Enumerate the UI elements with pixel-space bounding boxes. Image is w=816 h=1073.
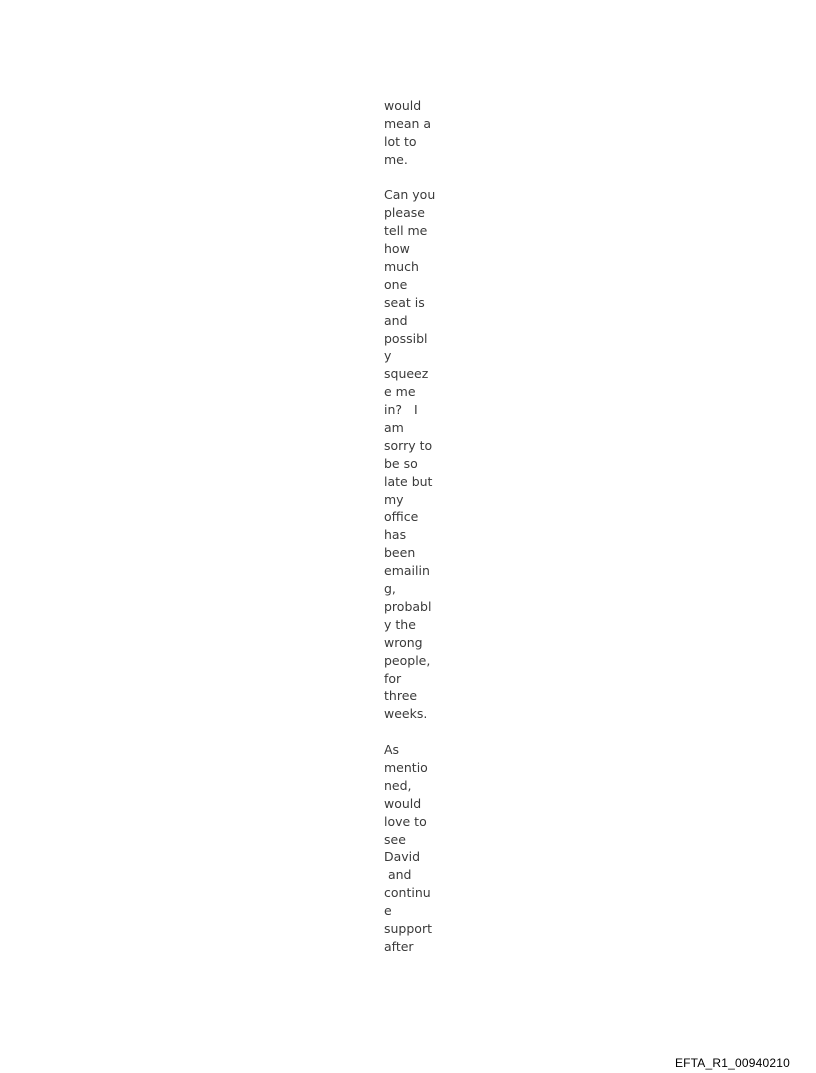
body-text-line: David	[384, 849, 421, 865]
body-text-line: please	[384, 205, 425, 221]
body-text-line: one	[384, 276, 408, 292]
body-text-line: and	[384, 867, 412, 883]
body-text-line: am	[384, 420, 404, 436]
body-text-line: much	[384, 259, 419, 275]
body-text-line: tell me	[384, 223, 428, 239]
document-id-stamp: EFTA_R1_00940210	[674, 1056, 790, 1070]
body-text-line: be so	[384, 455, 418, 471]
body-text-line: lot to	[384, 133, 417, 149]
paragraph-gap	[384, 723, 444, 741]
body-text-line: how	[384, 241, 410, 257]
body-text-line: and	[384, 312, 408, 328]
body-text-line: probabl	[384, 598, 432, 614]
body-text-line: has	[384, 527, 407, 543]
body-text-line: been	[384, 545, 416, 561]
body-text-line: weeks.	[384, 706, 428, 722]
body-text-line: my	[384, 491, 404, 507]
body-text-line: emailin	[384, 563, 430, 579]
body-text-line: y the	[384, 616, 416, 632]
body-text-line: support	[384, 920, 432, 936]
body-text-line: would	[384, 795, 422, 811]
body-text-line: office	[384, 509, 419, 525]
body-text-line: g,	[384, 581, 396, 597]
body-text-line: squeez	[384, 366, 429, 382]
paragraph-gap	[384, 169, 444, 187]
body-text-line: e me	[384, 384, 416, 400]
body-text-line: continu	[384, 885, 431, 901]
body-text-line: love to	[384, 813, 427, 829]
body-text-line: Can you	[384, 187, 436, 203]
body-text-line: possibl	[384, 330, 428, 346]
body-text-line: As	[384, 742, 400, 758]
body-text-line: wrong	[384, 634, 423, 650]
body-text-line: mean a	[384, 115, 432, 131]
body-text-line: after	[384, 938, 414, 954]
body-text-line: for	[384, 670, 402, 686]
body-text-line: sorry to	[384, 437, 433, 453]
body-text-line: would	[384, 98, 422, 113]
body-text-line: late but	[384, 473, 433, 489]
body-text-line: see	[384, 831, 406, 847]
body-text-line: e	[384, 903, 392, 919]
email-body-column	[384, 97, 444, 956]
body-text-line: people,	[384, 652, 431, 668]
body-text-line: ned,	[384, 777, 412, 793]
body-text-line: in? I	[384, 402, 418, 418]
body-text-line: three	[384, 688, 418, 704]
body-text-line: y	[384, 348, 392, 364]
body-text-line: mentio	[384, 759, 428, 775]
body-text-line: seat is	[384, 294, 425, 310]
body-text-line: me.	[384, 151, 408, 167]
